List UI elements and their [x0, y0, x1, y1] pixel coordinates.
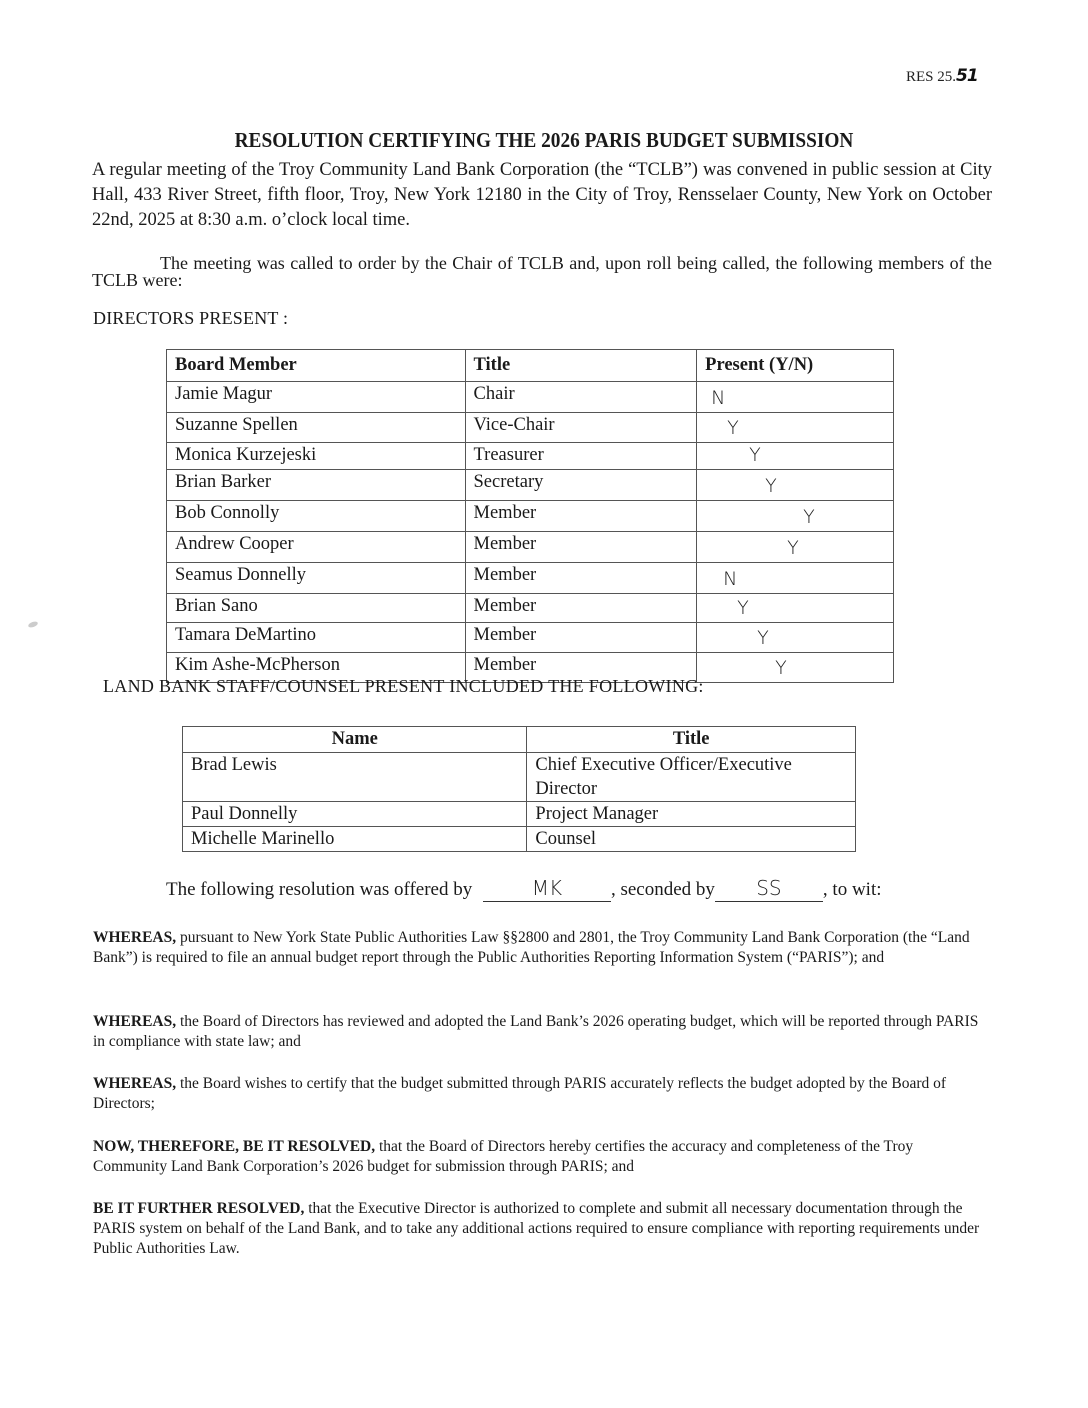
- member-present: [697, 443, 894, 470]
- table-row: [183, 753, 856, 802]
- table-row: [167, 443, 894, 470]
- clause-lead: WHEREAS,: [93, 1013, 177, 1030]
- member-title: Member: [465, 501, 697, 532]
- clause-text: the Board wishes to certify that the budget submitted through PARIS accurately reflects the budget adopted by the Board of Directors;: [93, 1075, 947, 1112]
- motion-line: [166, 876, 882, 902]
- member-present: [697, 501, 894, 532]
- seconded-by-label: , seconded by: [610, 879, 715, 900]
- header-board-member: Board Member: [167, 350, 466, 382]
- member-name: Suzanne Spellen: [167, 413, 466, 443]
- clause-lead: WHEREAS,: [93, 929, 177, 946]
- present-mark: Y: [775, 657, 787, 679]
- member-title: Member: [465, 623, 697, 653]
- member-name: Brian Sano: [167, 594, 466, 623]
- to-wit-label: , to wit:: [822, 879, 882, 900]
- clause-text: the Board of Directors has reviewed and adopted the Land Bank’s 2026 operating budget, which will be reported through PARIS in compliance with state law; and: [93, 1013, 979, 1050]
- meeting-intro-paragraph: A regular meeting of the Troy Community Land Bank Corporation (the “TCLB”) was convened in public session at City Hall, 433 River Street, fifth floor, Troy, New York 12180 in the City of Troy, Rensselaer County, New York on October 22nd, 2025 at 8:30 a.m. o’clock local time.: [92, 160, 992, 230]
- present-mark: N: [711, 387, 726, 409]
- clause-lead: BE IT FURTHER RESOLVED,: [93, 1200, 305, 1217]
- called-to-order-paragraph: The meeting was called to order by the Chair of TCLB and, upon roll being called, the following members of the TCLB were:: [92, 253, 992, 290]
- table-row: [183, 802, 856, 827]
- present-mark: Y: [787, 537, 799, 559]
- member-present: [697, 532, 894, 563]
- resolution-number-handwritten: 51: [956, 66, 978, 86]
- staff-table: [182, 726, 856, 852]
- member-name: Tamara DeMartino: [167, 623, 466, 653]
- staff-title: Chief Executive Officer/Executive Director: [527, 753, 856, 802]
- member-title: Secretary: [465, 470, 697, 501]
- member-present: [697, 470, 894, 501]
- table-row: [183, 827, 856, 852]
- member-present: [697, 382, 894, 413]
- resolution-number: [906, 66, 978, 86]
- scan-artifact: [27, 620, 38, 628]
- staff-name: Brad Lewis: [183, 753, 527, 802]
- member-title: Treasurer: [465, 443, 697, 470]
- member-title: Chair: [465, 382, 697, 413]
- member-title: Member: [465, 563, 697, 594]
- clause-text: that the Board of Directors hereby certifies the accuracy and completeness of the Troy Community Land Bank Corporation’s 2026 budget for submission through PARIS; and: [93, 1138, 914, 1175]
- staff-name: Michelle Marinello: [183, 827, 527, 852]
- staff-title: Project Manager: [527, 802, 856, 827]
- table-row: [167, 501, 894, 532]
- table-header-row: [183, 727, 856, 753]
- table-row: [167, 594, 894, 623]
- whereas-clause-1: [93, 928, 983, 968]
- table-row: [167, 382, 894, 413]
- header-title: Title: [465, 350, 697, 382]
- offered-by-label: The following resolution was offered by: [166, 879, 473, 900]
- resolved-clause: [93, 1137, 983, 1177]
- table-row: [167, 623, 894, 653]
- seconded-by-field: [715, 876, 823, 902]
- member-name: Bob Connolly: [167, 501, 466, 532]
- staff-name: Paul Donnelly: [183, 802, 527, 827]
- present-mark: Y: [757, 627, 769, 649]
- member-present: [697, 623, 894, 653]
- member-name: Andrew Cooper: [167, 532, 466, 563]
- member-title: Vice-Chair: [465, 413, 697, 443]
- clause-text: pursuant to New York State Public Authorities Law §§2800 and 2801, the Troy Community Land Bank Corporation (the “Land Bank”) is required to file an annual budget report through the Public Authorities Reporting Information System (“PARIS”); and: [93, 929, 970, 966]
- member-present: [697, 563, 894, 594]
- header-present: Present (Y/N): [697, 350, 894, 382]
- board-members-table: [166, 349, 894, 683]
- present-mark: Y: [803, 506, 815, 528]
- present-mark: Y: [765, 475, 777, 497]
- table-row: [167, 532, 894, 563]
- member-title: Member: [465, 653, 697, 683]
- whereas-clause-3: [93, 1074, 983, 1114]
- header-title: Title: [527, 727, 856, 753]
- table-row: [167, 563, 894, 594]
- present-mark: Y: [727, 417, 739, 439]
- whereas-clause-2: [93, 1012, 983, 1052]
- member-present: [697, 413, 894, 443]
- directors-present-label: DIRECTORS PRESENT :: [93, 308, 289, 328]
- present-mark: N: [723, 568, 738, 590]
- further-resolved-clause: [93, 1199, 983, 1259]
- member-name: Kim Ashe-McPherson: [167, 653, 466, 683]
- present-mark: Y: [737, 597, 749, 619]
- table-row: [167, 470, 894, 501]
- seconded-by-initials: SS: [756, 876, 782, 900]
- member-name: Brian Barker: [167, 470, 466, 501]
- member-present: [697, 653, 894, 683]
- member-present: [697, 594, 894, 623]
- present-mark: Y: [749, 444, 761, 466]
- member-name: Monica Kurzejeski: [167, 443, 466, 470]
- table-row: [167, 413, 894, 443]
- member-name: Seamus Donnelly: [167, 563, 466, 594]
- clause-lead: NOW, THEREFORE, BE IT RESOLVED,: [93, 1138, 376, 1155]
- clause-text: that the Executive Director is authorized to complete and submit all necessary documentation through the PARIS system on behalf of the Land Bank, and to take any additional actions required to ensure compliance with reporting requirements under Public Authorities Law.: [93, 1200, 980, 1257]
- member-name: Jamie Magur: [167, 382, 466, 413]
- document-title: RESOLUTION CERTIFYING THE 2026 PARIS BUDGET SUBMISSION: [234, 128, 854, 152]
- staff-present-label: LAND BANK STAFF/COUNSEL PRESENT INCLUDED THE FOLLOWING:: [103, 676, 704, 696]
- member-title: Member: [465, 594, 697, 623]
- header-name: Name: [183, 727, 527, 753]
- offered-by-field: [483, 876, 611, 902]
- resolution-number-prefix: RES 25.: [906, 69, 957, 85]
- offered-by-initials: MK: [531, 876, 563, 900]
- clause-lead: WHEREAS,: [93, 1075, 177, 1092]
- table-header-row: [167, 350, 894, 382]
- staff-title: Counsel: [527, 827, 856, 852]
- member-title: Member: [465, 532, 697, 563]
